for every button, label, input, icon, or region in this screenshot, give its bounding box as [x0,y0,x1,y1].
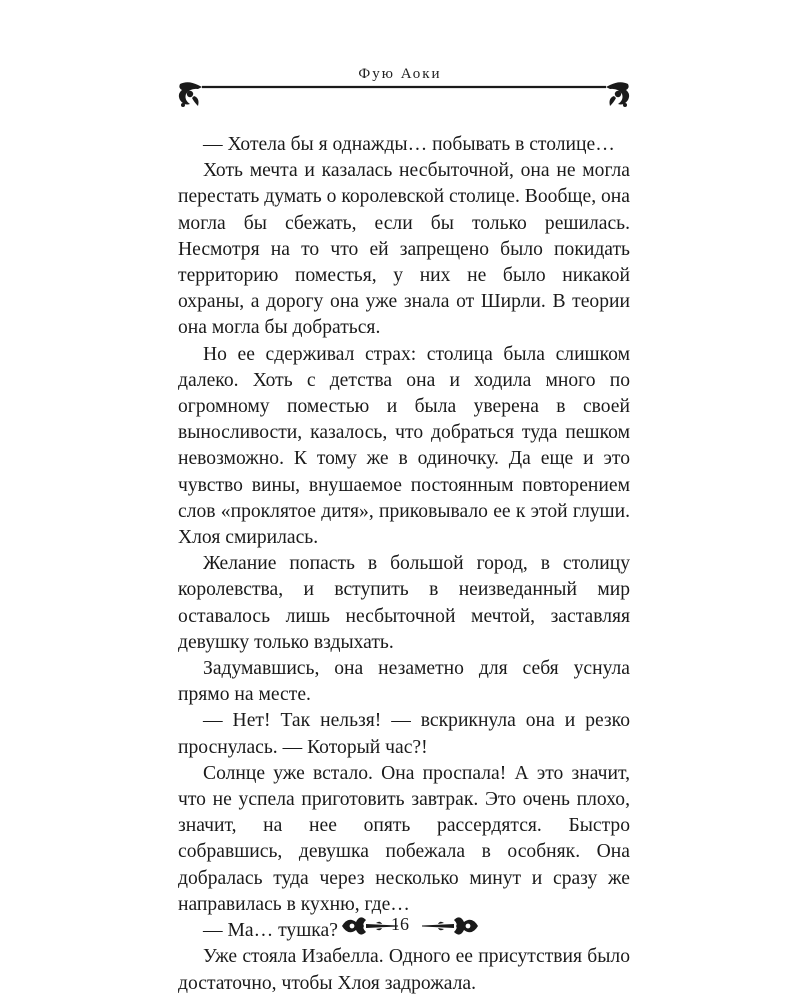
paragraph: Но ее сдерживал страх: столица была слишком далеко. Хоть с детства она и ходила много по огромному поместью и была уверена в своей выносливости, казалось, что добраться туда пешком невозможно. К тому же в одиночку. Да еще и это чувство вины, внушаемое постоянным повторением слов «проклятое дитя», приковывало ее к этой глуши. Хлоя смирилась. [178,343,630,549]
paragraph: Солнце уже встало. Она проспала! А это значит, что не успела приготовить завтрак. Это очень плохо, значит, на нее опять рассердятся. Быстро собравшись, девушка побежала в особняк. Она добралась туда через несколько минут и сразу же направилась в кухню, где… [178,762,630,915]
paragraph: — Хотела бы я однажды… побывать в столице… [203,134,615,155]
page-number: 16 [391,914,409,934]
running-title: Фую Аоки [358,66,442,82]
body-text [178,132,630,997]
paragraph: Задумавшись, она незаметно для себя уснула прямо на месте. [178,658,630,706]
ornamental-rule-icon [176,78,632,110]
paragraph: — Ма… тушка? [203,920,338,942]
paragraph: Желание попасть в большой город, в столицу королевства, и вступить в неизведанный мир оставалось лишь несбыточной мечтой, заставляя девушку только вздыхать. [178,553,630,653]
fleuron-icon [420,910,480,942]
paragraph: — Нет! Так нельзя! — вскрикнула она и резко проснулась. — Который час?! [178,710,630,758]
paragraph: Уже стояла Изабелла. Одного ее присутствия было достаточно, чтобы Хлоя задрожала. [178,946,630,994]
paragraph: Хоть мечта и казалась несбыточной, она не могла перестать думать о королевской столице. Вообще, она могла бы сбежать, если бы только решилась. Несмотря на то что ей запрещено было покидать территорию поместья, у них не было никакой охраны, а дорогу она уже знала от Ширли. В теории она могла бы добраться. [178,160,630,339]
